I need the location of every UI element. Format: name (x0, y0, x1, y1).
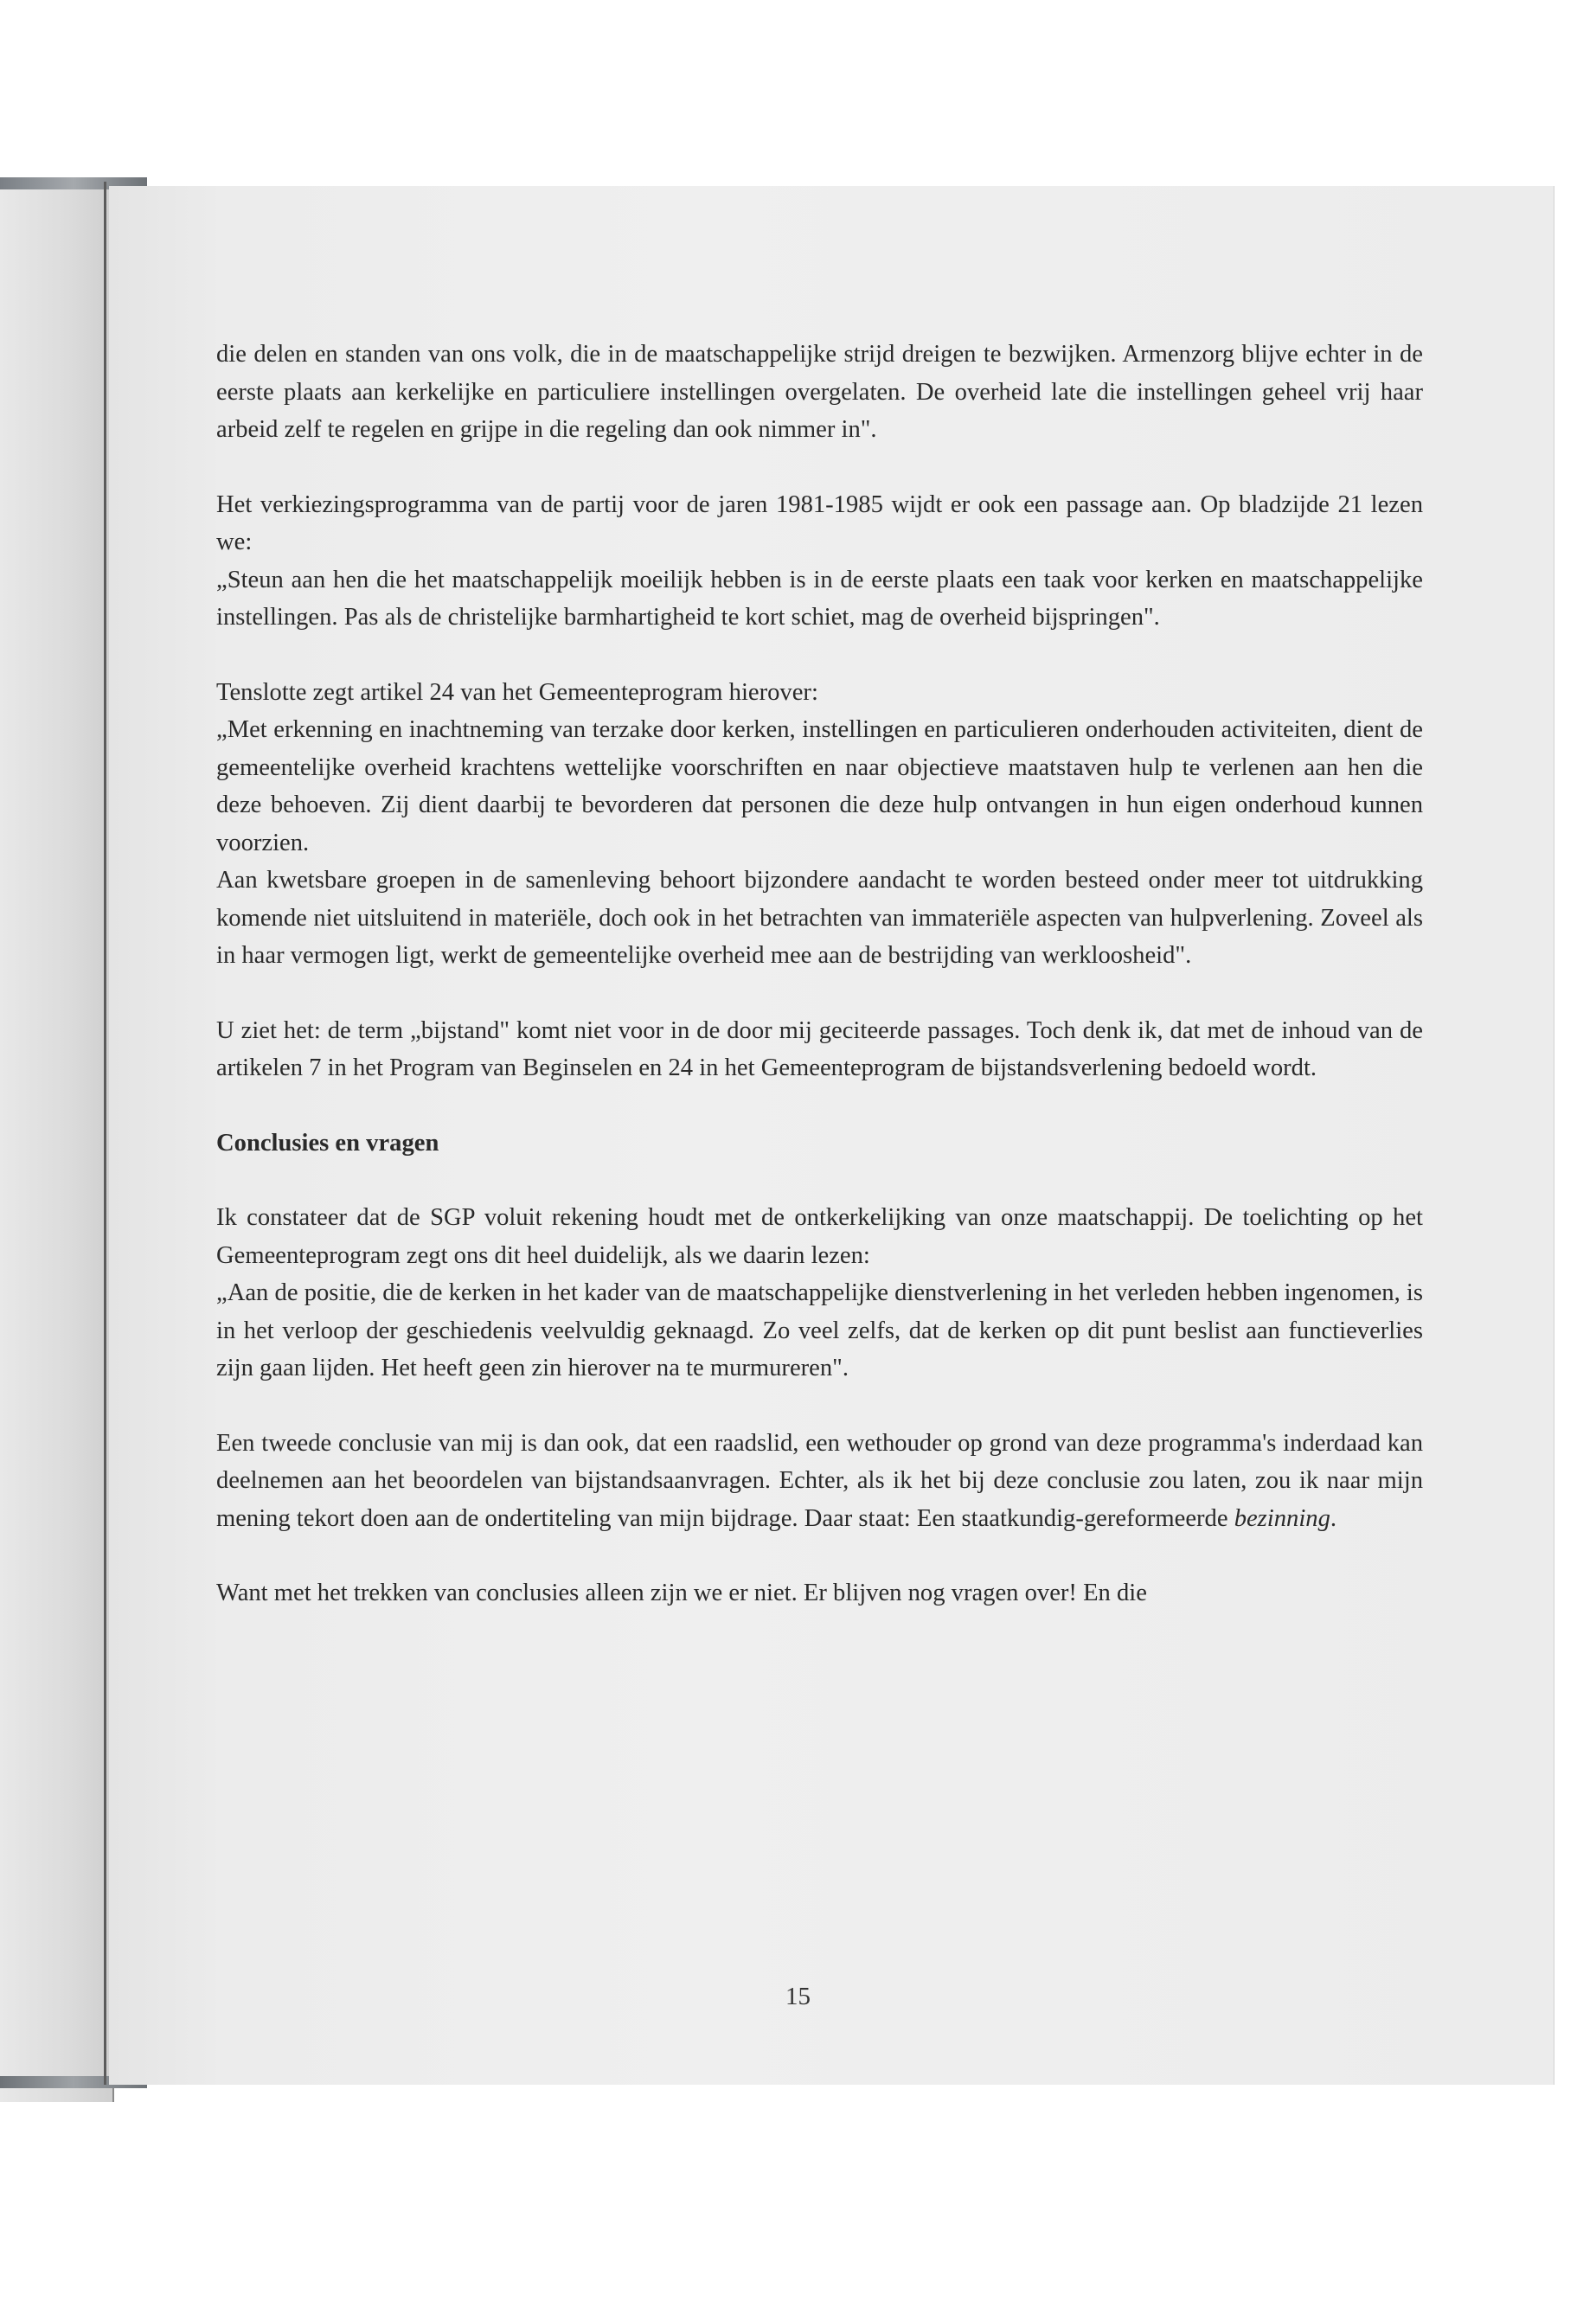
spine-line (104, 182, 106, 2085)
emphasis-word: bezinning (1234, 1504, 1330, 1532)
paragraph-2: Het verkiezingsprogramma van de partij voor de jaren 1981-1985 wijdt er ook een passage aan. Op bladzijde 21 lezen we: (216, 490, 1423, 555)
paragraph-5: Ik constateer dat de SGP voluit rekening houdt met de ontkerkelijking van onze maatschappij. De toelichting op het Gemeenteprogram zegt ons dit heel duidelijk, als we daarin lezen: (216, 1204, 1423, 1269)
emphasis-end: . (1330, 1504, 1337, 1532)
page-number: 15 (785, 1983, 811, 2010)
paragraph-6-text: Een tweede conclusie van mij is dan ook, dat een raadslid, een wethouder op grond van deze programma's inderdaad kan deelnemen aan het beoordelen van bijstandsaanvragen. Echter, als ik het bij deze conclusie zou laten, zou ik naar mijn mening tekort doen aan de ondertiteling van mijn bijdrage. Daar staat: Een staatkundig-gereformeerde (216, 1429, 1423, 1532)
section-heading: Conclusies en vragen (216, 1129, 439, 1157)
quote-2a: „Met erkenning en inachtneming van terzake door kerken, instellingen en particulieren onderhouden activiteiten, dient de gemeentelijke overheid krachtens wettelijke voorschriften en naar objectieve maatstaven hulp te verlenen aan hen die deze behoeven. Zij dient daarbij te bevorderen dat personen die deze hulp ontvangen in hun eigen onderhoud kunnen voorzien. (216, 716, 1423, 856)
paragraph-6 (216, 1425, 1423, 1538)
paragraph-1: die delen en standen van ons volk, die in de maatschappelijke strijd dreigen te bezwijken. Armenzorg blijve echter in de eerste plaats aan kerkelijke en particuliere instellingen overgelaten. De overheid late die instellingen geheel vrij haar arbeid zelf te regelen en grijpe in die regeling dan ook nimmer in". (216, 341, 1423, 443)
paragraph-4: U ziet het: de term „bijstand" komt niet voor in de door mij geciteerde passages. Toch denk ik, dat met de inhoud van de artikelen 7 in het Program van Beginselen en 24 in het Gemeenteprogram de bijstandsverlening bedoeld wordt. (216, 1016, 1423, 1081)
paragraph-3: Tenslotte zegt artikel 24 van het Gemeenteprogram hierover: (216, 678, 818, 706)
book-binding-edge (0, 182, 114, 2102)
quote-3: „Aan de positie, die de kerken in het kader van de maatschappelijke dienstverlening in het verleden hebben ingenomen, is in het verloop der geschiedenis veelvuldig geknaagd. Zo veel zelfs, dat de kerken op dit punt beslist aan functieverlies zijn gaan lijden. Het heeft geen zin hierover na te murmureren". (216, 1279, 1423, 1381)
page-body-text (216, 336, 1423, 1650)
quote-2b: Aan kwetsbare groepen in de samenleving behoort bijzondere aandacht te worden besteed onder meer tot uitdrukking komende niet uitsluitend in materiële, doch ook in het betrachten van immateriële aspecten van hulpverlening. Zoveel als in haar vermogen ligt, werkt de gemeentelijke overheid mee aan de bestrijding van werkloosheid". (216, 867, 1423, 969)
paragraph-7: Want met het trekken van conclusies alleen zijn we er niet. Er blijven nog vragen over! En die (216, 1580, 1147, 1606)
quote-1: „Steun aan hen die het maatschappelijk moeilijk hebben is in de eerste plaats een taak voor kerken en maatschappelijke instellingen. Pas als de christelijke barmhartigheid te kort schiet, mag de overheid bijspringen". (216, 566, 1423, 631)
